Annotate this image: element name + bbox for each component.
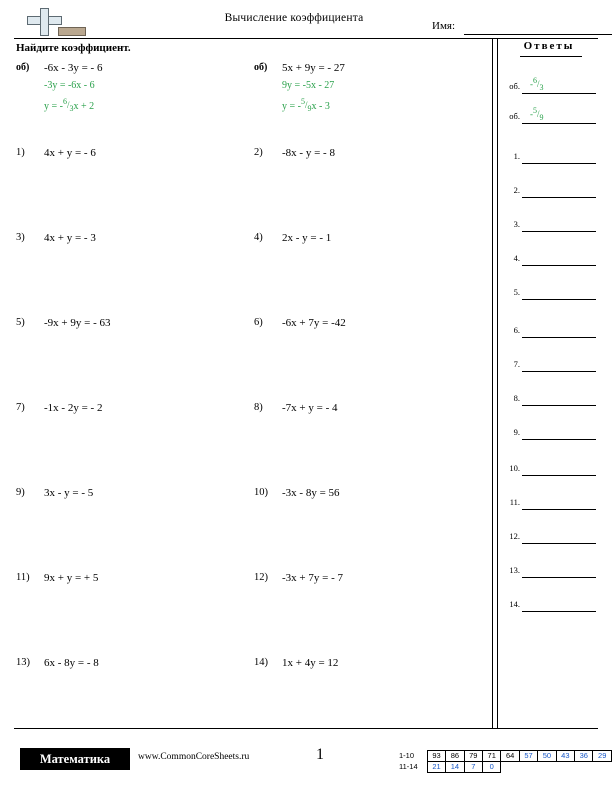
answer-line[interactable] bbox=[522, 611, 596, 612]
answer-row[interactable] bbox=[500, 108, 598, 128]
answer-label: 3. bbox=[513, 219, 520, 229]
answer-row[interactable] bbox=[500, 250, 598, 270]
score-cell: 36 bbox=[575, 751, 593, 762]
work-prefix: y = - bbox=[282, 101, 301, 112]
problem-expression: 4x + y = - 6 bbox=[44, 147, 96, 159]
problem-number: 12) bbox=[254, 572, 268, 583]
problem-expression: 2x - y = - 1 bbox=[282, 232, 332, 244]
answer-label: об. bbox=[509, 111, 520, 121]
fraction: $^5/_9$ bbox=[300, 97, 312, 113]
problem-work-line-2 bbox=[44, 98, 94, 114]
fraction-numerator: 6 bbox=[533, 76, 537, 85]
problem-number: 14) bbox=[254, 657, 268, 668]
score-cell: 71 bbox=[483, 751, 501, 762]
problem-number: 3) bbox=[16, 232, 25, 243]
problem-number: 6) bbox=[254, 317, 263, 328]
problem-item bbox=[252, 228, 482, 313]
answer-line[interactable] bbox=[522, 543, 596, 544]
answer-row[interactable] bbox=[500, 424, 598, 444]
fraction-denominator: 3 bbox=[69, 103, 74, 113]
answers-title: Ответы bbox=[523, 40, 575, 52]
problem-number: 5) bbox=[16, 317, 25, 328]
problem-item bbox=[14, 228, 244, 313]
score-row-1 bbox=[398, 751, 612, 762]
score-cell: 93 bbox=[427, 751, 445, 762]
problem-item bbox=[14, 568, 244, 653]
logo-brown-bar bbox=[58, 27, 86, 36]
answer-row[interactable] bbox=[500, 322, 598, 342]
fraction-numerator: 5 bbox=[533, 106, 537, 115]
answer-row[interactable] bbox=[500, 216, 598, 236]
answer-row[interactable] bbox=[500, 284, 598, 304]
score-cell: 29 bbox=[593, 751, 612, 762]
problem-item bbox=[14, 58, 244, 143]
score-table bbox=[398, 750, 612, 773]
problem-item bbox=[252, 58, 482, 143]
work-suffix: x - 3 bbox=[311, 101, 330, 112]
problem-item bbox=[252, 143, 482, 228]
answers-title-underline bbox=[520, 56, 582, 57]
answer-line[interactable] bbox=[522, 299, 596, 300]
score-row-2 bbox=[398, 762, 612, 773]
score-cell-empty bbox=[593, 762, 612, 773]
problem-number: 11) bbox=[16, 572, 30, 583]
score-cell-empty bbox=[519, 762, 537, 773]
problem-number: 4) bbox=[254, 232, 263, 243]
score-cell: 7 bbox=[464, 762, 482, 773]
answer-line[interactable] bbox=[522, 371, 596, 372]
problem-row bbox=[14, 653, 488, 738]
instructions-text: Найдите коэффициент. bbox=[16, 42, 131, 54]
problem-number: 1) bbox=[16, 147, 25, 158]
answer-row[interactable] bbox=[500, 182, 598, 202]
problem-item bbox=[252, 483, 482, 568]
answer-panel-divider-inner bbox=[497, 38, 498, 728]
problem-number: 7) bbox=[16, 402, 25, 413]
problem-item bbox=[14, 398, 244, 483]
answer-label: 14. bbox=[509, 599, 520, 609]
fraction: $-^5/_9$ bbox=[530, 106, 544, 122]
answer-label: 2. bbox=[513, 185, 520, 195]
answer-row[interactable] bbox=[500, 390, 598, 410]
score-cell: 21 bbox=[427, 762, 445, 773]
answer-line[interactable] bbox=[522, 197, 596, 198]
header-divider bbox=[14, 38, 598, 39]
answer-label: 7. bbox=[513, 359, 520, 369]
score-cell: 14 bbox=[446, 762, 464, 773]
problem-expression: 9x + y = + 5 bbox=[44, 572, 99, 584]
answer-row[interactable] bbox=[500, 78, 598, 98]
answer-label: 12. bbox=[509, 531, 520, 541]
score-key-table bbox=[398, 750, 612, 773]
problem-row bbox=[14, 58, 488, 143]
answer-row[interactable] bbox=[500, 148, 598, 168]
answer-label: 10. bbox=[509, 463, 520, 473]
answer-value bbox=[530, 107, 544, 123]
page-header bbox=[14, 8, 598, 38]
score-cell: 57 bbox=[519, 751, 537, 762]
problem-number: об) bbox=[16, 62, 30, 73]
problem-row bbox=[14, 568, 488, 653]
problem-expression: -1x - 2y = - 2 bbox=[44, 402, 103, 414]
answer-row[interactable] bbox=[500, 356, 598, 376]
problem-expression: 3x - y = - 5 bbox=[44, 487, 94, 499]
name-input-line[interactable] bbox=[464, 34, 612, 35]
problem-item bbox=[14, 313, 244, 398]
problem-expression: -9x + 9y = - 63 bbox=[44, 317, 111, 329]
fraction: $^6/_3$ bbox=[62, 97, 74, 113]
problem-row bbox=[14, 228, 488, 313]
problem-row bbox=[14, 143, 488, 228]
score-cell-empty bbox=[538, 762, 556, 773]
brand-badge: Математика bbox=[20, 748, 130, 770]
problem-expression: 4x + y = - 3 bbox=[44, 232, 96, 244]
answer-line[interactable] bbox=[522, 123, 596, 124]
work-suffix: x + 2 bbox=[73, 101, 95, 112]
problem-work-line-2 bbox=[282, 98, 330, 114]
score-cell: 50 bbox=[538, 751, 556, 762]
answer-label: 1. bbox=[513, 151, 520, 161]
problem-number: 13) bbox=[16, 657, 30, 668]
fraction-denominator: 9 bbox=[539, 112, 544, 122]
problem-item bbox=[14, 653, 244, 738]
problem-row bbox=[14, 398, 488, 483]
answer-line[interactable] bbox=[522, 93, 596, 94]
answer-line[interactable] bbox=[522, 509, 596, 510]
problem-expression: 5x + 9y = - 27 bbox=[282, 62, 345, 74]
answer-label: 4. bbox=[513, 253, 520, 263]
answer-row[interactable] bbox=[500, 528, 598, 548]
problem-work-line-1: 9y = -5x - 27 bbox=[282, 80, 335, 91]
answer-line[interactable] bbox=[522, 405, 596, 406]
site-url: www.CommonCoreSheets.ru bbox=[138, 752, 250, 762]
score-cell: 64 bbox=[501, 751, 519, 762]
fraction-numerator: 5 bbox=[300, 97, 305, 106]
problem-item bbox=[14, 483, 244, 568]
answer-label: 13. bbox=[509, 565, 520, 575]
problem-row bbox=[14, 313, 488, 398]
answer-row[interactable] bbox=[500, 562, 598, 582]
page-title: Вычисление коэффициента bbox=[224, 12, 364, 24]
score-cell-empty bbox=[575, 762, 593, 773]
answer-line[interactable] bbox=[522, 475, 596, 476]
problem-number: 2) bbox=[254, 147, 263, 158]
answer-line[interactable] bbox=[522, 577, 596, 578]
score-row-label: 11-14 bbox=[399, 762, 418, 771]
answer-value bbox=[530, 77, 544, 93]
problem-number: 9) bbox=[16, 487, 25, 498]
footer-divider bbox=[14, 728, 598, 729]
problem-item bbox=[252, 398, 482, 483]
work-prefix: y = - bbox=[44, 101, 63, 112]
score-cell: 86 bbox=[446, 751, 464, 762]
answer-row[interactable] bbox=[500, 494, 598, 514]
problem-row bbox=[14, 483, 488, 568]
answer-line[interactable] bbox=[522, 163, 596, 164]
math-plus-logo-icon bbox=[24, 8, 80, 38]
answer-line[interactable] bbox=[522, 231, 596, 232]
answer-label: 8. bbox=[513, 393, 520, 403]
answer-label: 5. bbox=[513, 287, 520, 297]
score-cell-empty bbox=[501, 762, 519, 773]
answer-panel-divider-outer bbox=[492, 38, 493, 728]
problem-item bbox=[14, 143, 244, 228]
fraction: $-^6/_3$ bbox=[530, 76, 544, 92]
problem-number: 8) bbox=[254, 402, 263, 413]
problem-expression: -7x + y = - 4 bbox=[282, 402, 338, 414]
problem-expression: -3x - 8y = 56 bbox=[282, 487, 340, 499]
problem-item bbox=[252, 653, 482, 738]
answer-label: 11. bbox=[509, 497, 520, 507]
name-label: Имя: bbox=[432, 20, 456, 32]
problem-expression: 1x + 4y = 12 bbox=[282, 657, 339, 669]
problem-item bbox=[252, 568, 482, 653]
problem-expression: -6x - 3y = - 6 bbox=[44, 62, 103, 74]
plus-vertical-bar bbox=[40, 8, 49, 36]
score-cell: 0 bbox=[483, 762, 501, 773]
answer-line[interactable] bbox=[522, 265, 596, 266]
problem-number: 10) bbox=[254, 487, 268, 498]
page-number: 1 bbox=[316, 746, 324, 763]
fraction-numerator: 6 bbox=[62, 97, 67, 106]
problem-expression: -8x - y = - 8 bbox=[282, 147, 335, 159]
answer-row[interactable] bbox=[500, 596, 598, 616]
problem-number: об) bbox=[254, 62, 268, 73]
answer-label: 9. bbox=[513, 427, 520, 437]
problem-expression: 6x - 8y = - 8 bbox=[44, 657, 99, 669]
answer-line[interactable] bbox=[522, 439, 596, 440]
answer-row[interactable] bbox=[500, 460, 598, 480]
score-cell: 79 bbox=[464, 751, 482, 762]
score-row-label: 1-10 bbox=[399, 751, 415, 760]
fraction-denominator: 3 bbox=[539, 82, 544, 92]
score-cell-empty bbox=[556, 762, 574, 773]
fraction-denominator: 9 bbox=[307, 103, 312, 113]
answer-label: об. bbox=[509, 81, 520, 91]
problem-work-line-1: -3y = -6x - 6 bbox=[44, 80, 95, 91]
answer-label: 6. bbox=[513, 325, 520, 335]
problem-item bbox=[252, 313, 482, 398]
problem-grid bbox=[14, 58, 488, 738]
score-cell: 43 bbox=[556, 751, 574, 762]
problem-expression: -6x + 7y = -42 bbox=[282, 317, 346, 329]
answer-line[interactable] bbox=[522, 337, 596, 338]
problem-expression: -3x + 7y = - 7 bbox=[282, 572, 343, 584]
